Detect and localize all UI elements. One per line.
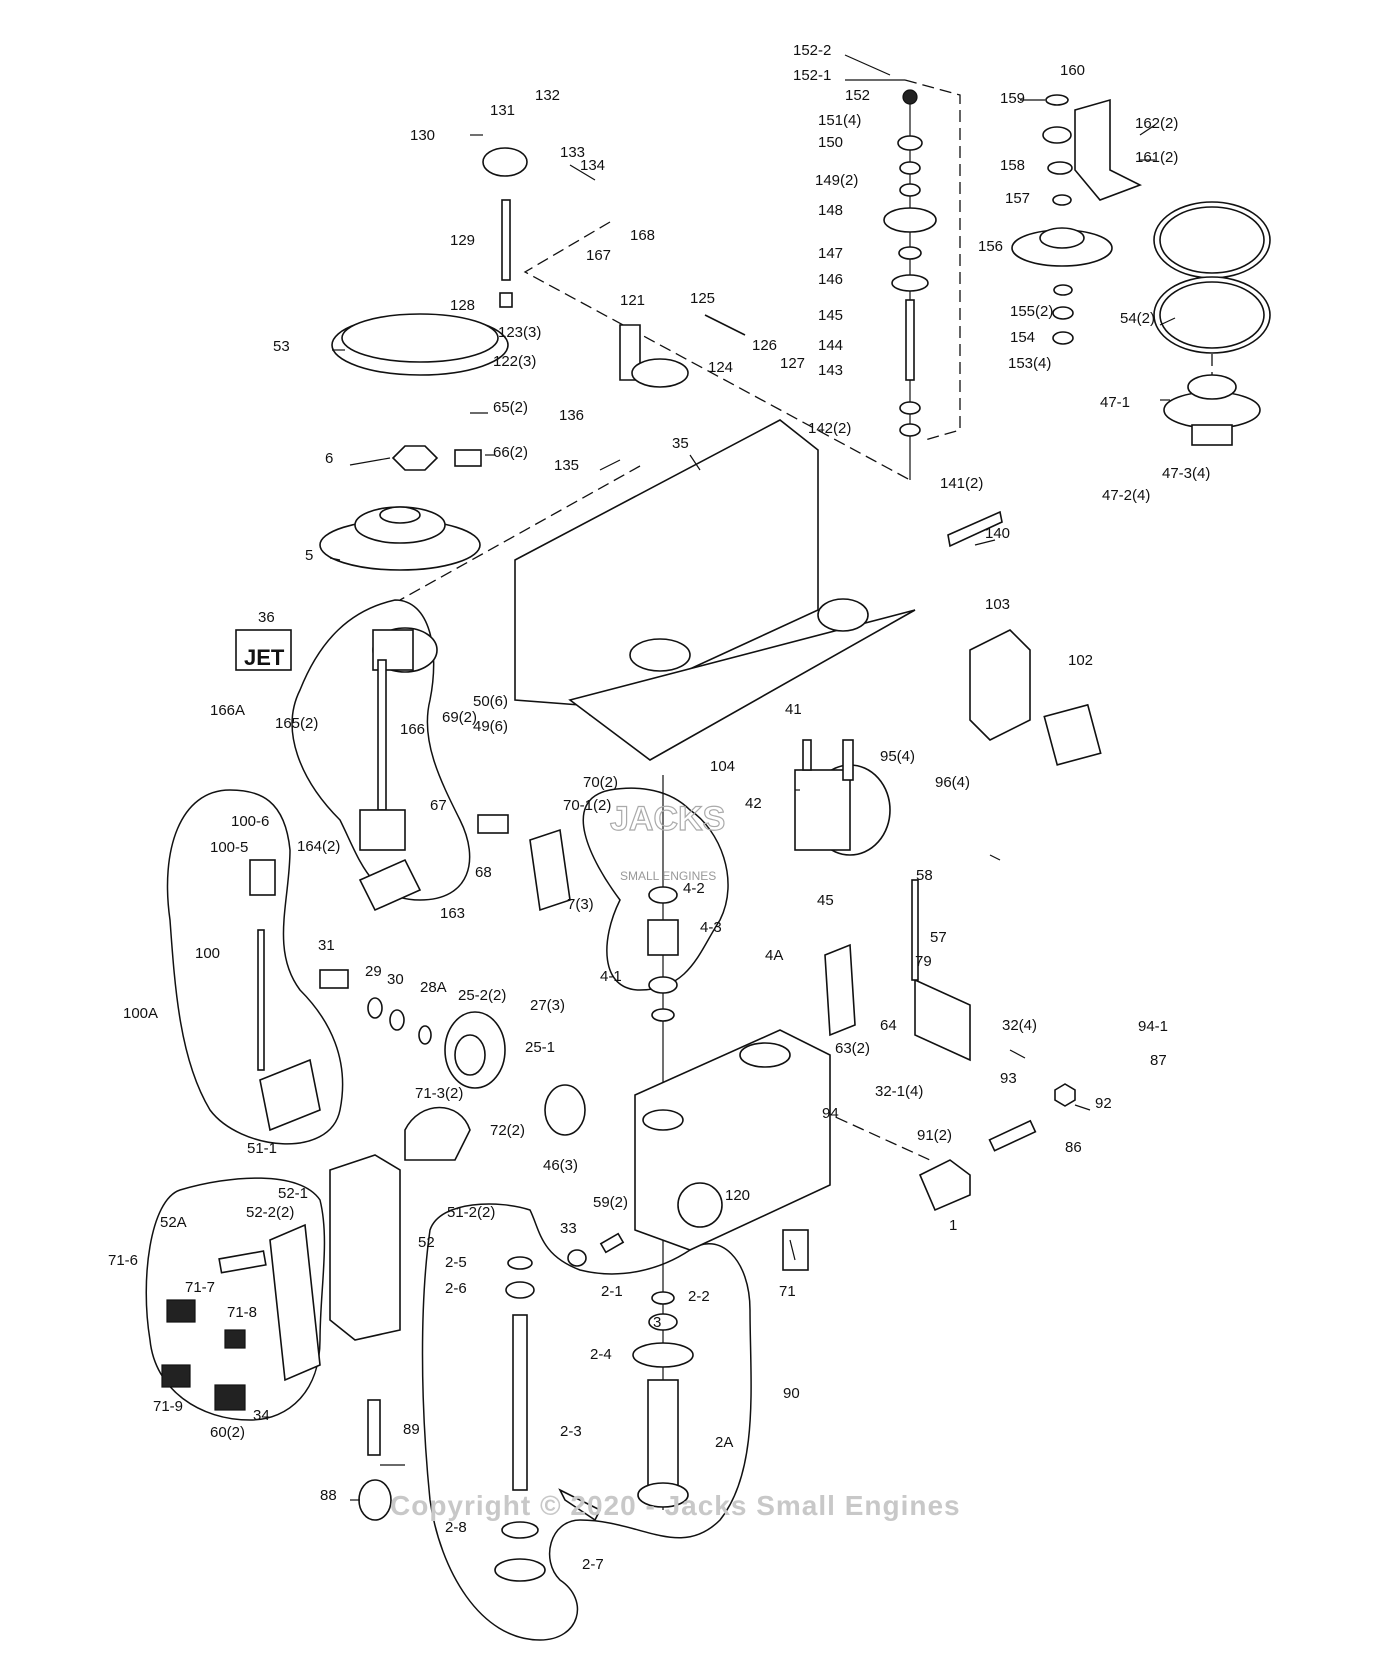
callout-143: 143: [818, 362, 844, 379]
callout-94: 94: [822, 1105, 839, 1122]
callout-71-6: 71-6: [108, 1252, 139, 1269]
callout-496: 49(6): [473, 718, 509, 735]
callout-133: 133: [560, 144, 586, 161]
callout-2-2: 2-2: [688, 1288, 710, 1305]
callout-88: 88: [320, 1487, 337, 1504]
callout-129: 129: [450, 232, 476, 249]
collar-131: [483, 148, 527, 176]
callout-71: 71: [779, 1283, 796, 1300]
callout-146: 146: [818, 271, 844, 288]
pin-128: [500, 293, 512, 307]
callout-506: 50(6): [473, 693, 509, 710]
callout-140: 140: [985, 525, 1011, 542]
bearing-4-2b: [649, 977, 677, 993]
callout-145: 145: [818, 307, 844, 324]
callout-2-1: 2-1: [601, 1283, 623, 1300]
callout-100-6: 100-6: [231, 813, 270, 830]
callout-70-12: 70-1(2): [563, 797, 612, 814]
callout-52: 52: [418, 1234, 435, 1251]
callout-136: 136: [559, 407, 585, 424]
callout-1642: 164(2): [297, 838, 341, 855]
switch-71-9: [215, 1385, 245, 1410]
plate-57: [915, 980, 970, 1060]
callout-87: 87: [1150, 1052, 1167, 1069]
callout-702: 70(2): [583, 774, 619, 791]
callout-2-8: 2-8: [445, 1519, 467, 1536]
callout-150: 150: [818, 134, 844, 151]
callout-28a: 28A: [420, 979, 447, 996]
callout-4-2: 4-2: [683, 880, 705, 897]
callout-166: 166: [400, 721, 426, 738]
callout-42: 42: [745, 795, 762, 812]
callout-71-8: 71-8: [227, 1304, 258, 1321]
callout-29: 29: [365, 963, 382, 980]
callout-912: 91(2): [917, 1127, 953, 1144]
callout-602: 60(2): [210, 1424, 246, 1441]
callout-51-1: 51-1: [247, 1140, 278, 1157]
nut-6: [393, 446, 437, 470]
plate-45: [825, 945, 855, 1035]
group-outline-2A: [423, 1204, 752, 1640]
switch-71-8: [162, 1365, 190, 1387]
callout-157: 157: [1005, 190, 1031, 207]
flange-25-1: [545, 1085, 585, 1135]
callout-662: 66(2): [493, 444, 529, 461]
chuck-89: [359, 1480, 391, 1520]
ring-2-7: [502, 1522, 538, 1538]
switch-67: [478, 815, 508, 833]
callout-25-1: 25-1: [525, 1039, 556, 1056]
callout-131: 131: [490, 102, 516, 119]
callout-30: 30: [387, 971, 404, 988]
callout-93: 93: [1000, 1070, 1017, 1087]
callout-152-2: 152-2: [793, 42, 832, 59]
callout-3: 3: [653, 1314, 662, 1331]
callout-120: 120: [725, 1187, 751, 1204]
callout-132: 132: [535, 87, 561, 104]
callout-127: 127: [780, 355, 806, 372]
callout-73: 7(3): [567, 896, 594, 913]
callout-79: 79: [915, 953, 932, 970]
callout-64: 64: [880, 1017, 897, 1034]
callout-134: 134: [580, 157, 606, 174]
callout-2-6: 2-6: [445, 1280, 467, 1297]
callout-25-22: 25-2(2): [458, 987, 507, 1004]
washer-3: [633, 1343, 693, 1367]
box-103: [970, 630, 1030, 740]
callout-1492: 149(2): [815, 172, 859, 189]
callout-71-32: 71-3(2): [415, 1085, 464, 1102]
callout-92: 92: [1095, 1095, 1112, 1112]
callout-121: 121: [620, 292, 646, 309]
housing-4-3: [648, 920, 678, 955]
logo-subtext: SMALL ENGINES: [620, 869, 717, 883]
callout-1534: 153(4): [1008, 355, 1052, 372]
callout-41: 41: [785, 701, 802, 718]
callout-4a: 4A: [765, 947, 784, 964]
callout-463: 46(3): [543, 1157, 579, 1174]
callout-2-3: 2-3: [560, 1423, 582, 1440]
callout-167: 167: [586, 247, 612, 264]
callout-1223: 122(3): [493, 353, 537, 370]
callout-57: 57: [930, 929, 947, 946]
callout-6: 6: [325, 450, 334, 467]
callout-86: 86: [1065, 1139, 1082, 1156]
callout-71-9: 71-9: [153, 1398, 184, 1415]
callout-273: 27(3): [530, 997, 566, 1014]
callout-159: 159: [1000, 90, 1026, 107]
callout-125: 125: [690, 290, 716, 307]
callout-89: 89: [403, 1421, 420, 1438]
callout-154: 154: [1010, 329, 1036, 346]
bolt-31: [320, 970, 348, 988]
callout-47-1: 47-1: [1100, 394, 1131, 411]
callout-692: 69(2): [442, 709, 478, 726]
callout-53: 53: [273, 338, 290, 355]
spindle-2-6: [513, 1315, 527, 1490]
arbor-90: [368, 1400, 380, 1455]
bracket-66: [455, 450, 481, 466]
callout-158: 158: [1000, 157, 1026, 174]
callout-100-5: 100-5: [210, 839, 249, 856]
callout-34: 34: [253, 1407, 270, 1424]
callout-33: 33: [560, 1220, 577, 1237]
callout-2-7: 2-7: [582, 1556, 604, 1573]
callout-147: 147: [818, 245, 844, 262]
callout-100: 100: [195, 945, 221, 962]
bracket-86: [920, 1160, 970, 1210]
callout-128: 128: [450, 297, 476, 314]
callout-592: 59(2): [593, 1194, 629, 1211]
callout-32-14: 32-1(4): [875, 1083, 924, 1100]
callout-1: 1: [949, 1217, 958, 1234]
callout-94-1: 94-1: [1138, 1018, 1169, 1035]
callout-67: 67: [430, 797, 447, 814]
callout-100a: 100A: [123, 1005, 159, 1022]
callout-1622: 162(2): [1135, 115, 1179, 132]
callout-71-7: 71-7: [185, 1279, 216, 1296]
washer-4-1: [652, 1009, 674, 1021]
assembly-line-c: [905, 80, 960, 440]
callout-168: 168: [630, 227, 656, 244]
pin-33: [601, 1234, 623, 1253]
callout-148: 148: [818, 202, 844, 219]
cover-71: [405, 1108, 470, 1161]
callout-5: 5: [305, 547, 314, 564]
box-51-1: [330, 1155, 400, 1340]
ring-2-4: [508, 1257, 532, 1269]
shaft-124: [705, 315, 745, 335]
switch-71-6: [167, 1300, 195, 1322]
callout-324: 32(4): [1002, 1017, 1038, 1034]
logo-text: JACKS: [610, 800, 726, 838]
callout-1233: 123(3): [498, 324, 542, 341]
callout-102: 102: [1068, 652, 1094, 669]
callout-130: 130: [410, 127, 436, 144]
callout-2-4: 2-4: [590, 1346, 612, 1363]
sticker-120: [783, 1230, 808, 1270]
bearing-2-5: [506, 1282, 534, 1298]
bracket-160: [1075, 100, 1140, 200]
callout-1412: 141(2): [940, 475, 984, 492]
callout-52a: 52A: [160, 1214, 187, 1231]
callout-126: 126: [752, 337, 778, 354]
ring-2-1: [652, 1292, 674, 1304]
callout-4-3: 4-3: [700, 919, 722, 936]
callout-124: 124: [708, 359, 734, 376]
callout-1422: 142(2): [808, 420, 852, 437]
strip-52-1: [219, 1251, 266, 1273]
callout-1652: 165(2): [275, 715, 319, 732]
assembly-line-a: [525, 222, 910, 480]
watermark-text: Copyright © 2020 - Jacks Small Engines: [390, 1490, 961, 1521]
shaft-87: [990, 1121, 1036, 1151]
callout-166a: 166A: [210, 702, 246, 719]
callout-68: 68: [475, 864, 492, 881]
nut-34: [568, 1250, 586, 1266]
callout-152: 152: [845, 87, 871, 104]
callout-1552: 155(2): [1010, 303, 1054, 320]
callout-2a: 2A: [715, 1434, 734, 1451]
callout-47-24: 47-2(4): [1102, 487, 1151, 504]
callout-31: 31: [318, 937, 335, 954]
callout-1514: 151(4): [818, 112, 862, 129]
switch-100-5: [250, 860, 275, 895]
head-1: [635, 1030, 830, 1250]
callout-964: 96(4): [935, 774, 971, 791]
rod-100: [258, 930, 264, 1070]
callout-152-1: 152-1: [793, 67, 832, 84]
callout-36: 36: [258, 609, 275, 626]
bracket-68: [530, 830, 570, 910]
callout-144: 144: [818, 337, 844, 354]
callout-90: 90: [783, 1385, 800, 1402]
callout-52-1: 52-1: [278, 1185, 309, 1202]
panel-52: [270, 1225, 320, 1380]
callout-542: 54(2): [1120, 310, 1156, 327]
callout-58: 58: [916, 867, 933, 884]
callout-632: 63(2): [835, 1040, 871, 1057]
quill-2-3: [648, 1380, 678, 1490]
callout-1612: 161(2): [1135, 149, 1179, 166]
callout-722: 72(2): [490, 1122, 526, 1139]
callout-160: 160: [1060, 62, 1086, 79]
shaft-129: [502, 200, 510, 280]
callout-103: 103: [985, 596, 1011, 613]
nut-93: [1055, 1084, 1075, 1106]
nameplate-text: JET: [244, 645, 285, 670]
callout-51-22: 51-2(2): [447, 1204, 496, 1221]
callout-104: 104: [710, 758, 736, 775]
callout-156: 156: [978, 238, 1004, 255]
callout-163: 163: [440, 905, 466, 922]
callout-47-34: 47-3(4): [1162, 465, 1211, 482]
callout-35: 35: [672, 435, 689, 452]
bearing-4-2a: [649, 887, 677, 903]
callout-2-5: 2-5: [445, 1254, 467, 1271]
plate-102: [1044, 705, 1100, 765]
callout-52-22: 52-2(2): [246, 1204, 295, 1221]
ring-2-8: [495, 1559, 545, 1581]
callout-652: 65(2): [493, 399, 529, 416]
switch-71-7: [225, 1330, 245, 1348]
callout-45: 45: [817, 892, 834, 909]
callout-954: 95(4): [880, 748, 916, 765]
callout-135: 135: [554, 457, 580, 474]
callout-4-1: 4-1: [600, 968, 622, 985]
